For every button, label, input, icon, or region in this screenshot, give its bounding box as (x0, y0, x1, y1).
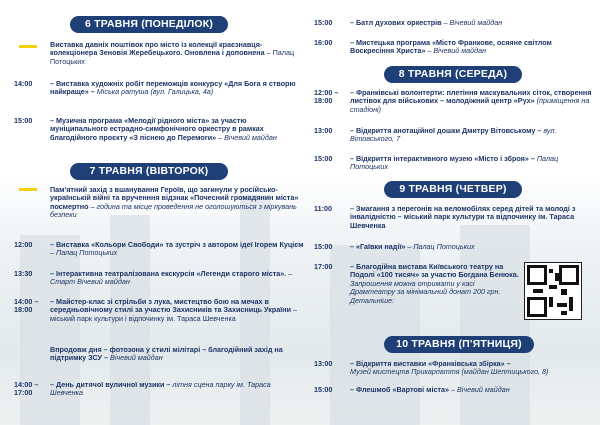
qr-module (557, 303, 567, 307)
event-time: 14:00 (14, 79, 33, 88)
event-title: – Франківські волонтерти: плетіння маскувальних сіток, створення листівок для військових – молодіжний центр «Рух» (350, 88, 592, 106)
event-art-works (14, 80, 304, 106)
event-place: вул. Вітовського, 7 (350, 126, 557, 144)
event-time: 12:00 – 18:00 (314, 88, 339, 106)
event-place: – Палац Потоцьких (50, 248, 118, 258)
event-excursion (14, 270, 304, 288)
event-title: Виставка давніх поштівок про місто із колекції краєзнавця-колекціонера Зеновія Жеребецького. Оновлена і доповнена (50, 40, 265, 58)
event-title: – Флешмоб «Вартові міста» (350, 385, 449, 394)
event-time: 14:00 – 18:00 (14, 297, 39, 315)
day-header-may7: 7 ТРАВНЯ (ВІВТОРОК) (70, 163, 228, 180)
event-place: – Вічевий майдан (216, 132, 277, 142)
event-title: – Благодійна вистава Київського театру на Подолі «100 тисяч» за участю Богдана Бенюка. (350, 262, 519, 280)
event-title: – Змагання з перегонів на веломобілях серед дітей та молоді з інвалідністю – міський парк культури та відпочинку ім. Тараса Шевченка (350, 204, 576, 230)
event-place: – Вічевий майдан (441, 18, 503, 27)
event-place: Запрошення можна отримати у касі Драмтеатру за мінімальний донат 200 грн. Детальніше: (350, 278, 501, 305)
event-haivky (314, 243, 594, 253)
event-time: 13:00 (314, 359, 333, 368)
event-title: – Музична програма «Мелодії рідного міста» за участю муніципального естрадно-симфонічного оркестру в рамках благодійного проєкту «З піснею до Перемоги» (50, 116, 264, 142)
qr-finder (527, 265, 547, 285)
event-time: 14:00 – 17:00 (14, 380, 39, 398)
event-title: Пам'ятний захід з вшанування Героїв, що загинули у російсько-українській війні та врученння відзнак «Почесний громадянин міста» посмертно (50, 185, 299, 211)
day-header-may9: 9 ТРАВНЯ (ЧЕТВЕР) (384, 181, 522, 198)
event-place: – година та місце проведення не оголошуються з міркувань безпеки (50, 201, 297, 220)
qr-module (561, 289, 567, 295)
event-charity-play (314, 263, 519, 319)
event-title: – Мистецька програма «Місто Франкове, осяяне світлом Воскресіння Христа» (350, 38, 552, 56)
event-title: – Відкриття інтерактивного музею «Місто і зброя» – (350, 154, 535, 163)
event-place: Музей мистецтв Прикарпаття (майдан Шептицького, 8) (350, 367, 549, 377)
event-time: 15:00 (314, 242, 333, 251)
event-time: 15:00 (14, 116, 33, 125)
event-title: – Майстер-клас зі стрільби з лука, мистецтво бою на мечах в середньовічному стилі за участю Захисників та Захисниць України (50, 297, 291, 315)
event-title: – Інтерактивна театралізована екскурсія «Легенди старого міста». (50, 269, 287, 278)
event-time: 13:00 (314, 126, 333, 135)
qr-finder (559, 265, 579, 285)
event-title: – Виставка художніх робіт переможців конкурсу «Для Бога я створю найкраще» – (50, 79, 296, 97)
event-place: – Вічевий майдан (425, 46, 487, 56)
event-title: – Відкриття анотаційної дошки Дмитру Вітовському – (350, 126, 542, 135)
qr-module (533, 289, 543, 293)
event-music-program (14, 117, 304, 153)
event-place: – Палац Потоцьких (50, 48, 295, 66)
event-colors-of-freedom (14, 241, 304, 259)
event-place: – Вічевий майдан (449, 385, 510, 394)
event-museum-opening (314, 155, 594, 175)
qr-code[interactable] (524, 262, 582, 320)
day-header-may10: 10 ТРАВНЯ (П'ЯТНИЦЯ) (384, 336, 534, 353)
event-place: літня сцена парку ім. Тараса Шевченка (50, 380, 271, 398)
qr-finder (527, 297, 547, 317)
event-memorial-plaque (314, 127, 594, 147)
event-title: – «Гаївки надії» (350, 242, 406, 251)
event-place: Палац Потоцьких (350, 154, 559, 172)
event-archery (14, 298, 304, 334)
event-velomobile-race (314, 205, 594, 235)
qr-module (549, 285, 557, 289)
qr-module (555, 273, 559, 281)
event-title: – День дитячої вуличної музики – (50, 380, 171, 389)
event-place: Міська ратуша (вул. Галицька, 4а) (96, 87, 214, 97)
qr-module (549, 269, 553, 273)
event-place: – Старт Вічевий майдан (50, 269, 293, 287)
event-place: – міський парк культури і відпочинку ім. Тараса Шевченка (50, 305, 297, 323)
event-time: 12:00 (14, 240, 33, 249)
event-volunteers (314, 89, 594, 119)
event-title: Впродовж дня – фотозона у стилі мілітарі – благодійний захід на підтримку ЗСУ – (50, 345, 283, 363)
event-street-music (14, 381, 304, 401)
event-flashmob (314, 386, 594, 396)
qr-module (549, 297, 553, 307)
event-place: (приміщення на стадіоні) (350, 96, 590, 114)
event-time: 15:00 (314, 385, 333, 394)
event-time: 11:00 (314, 204, 332, 213)
event-time: 17:00 (314, 262, 333, 271)
event-title: – Відкриття виставки «Франківська збірка» – (350, 359, 511, 368)
event-brass-battle (314, 19, 594, 29)
event-exhibition (314, 360, 594, 380)
event-time: 16:00 (314, 38, 333, 47)
event-title: – Виставка «Кольори Свободи» та зустріч з автором ідеї Ігорем Куцієм (50, 240, 304, 249)
event-photozone (14, 346, 304, 372)
event-place: Вічевий майдан (110, 353, 163, 363)
event-time: 15:00 (314, 154, 333, 163)
qr-module (561, 311, 567, 315)
qr-module (569, 297, 573, 311)
day-header-may8: 8 ТРАВНЯ (СЕРЕДА) (384, 66, 522, 83)
event-title: – Батл духових оркестрів (350, 18, 442, 27)
day-header-may6: 6 ТРАВНЯ (ПОНЕДІЛОК) (70, 16, 228, 33)
event-art-program (314, 39, 594, 59)
event-place: – Палац Потоцьких (405, 242, 475, 251)
event-memorial (14, 186, 304, 232)
event-time: 15:00 (314, 18, 333, 27)
event-time: 13:30 (14, 269, 33, 278)
event-postcards (14, 41, 304, 67)
